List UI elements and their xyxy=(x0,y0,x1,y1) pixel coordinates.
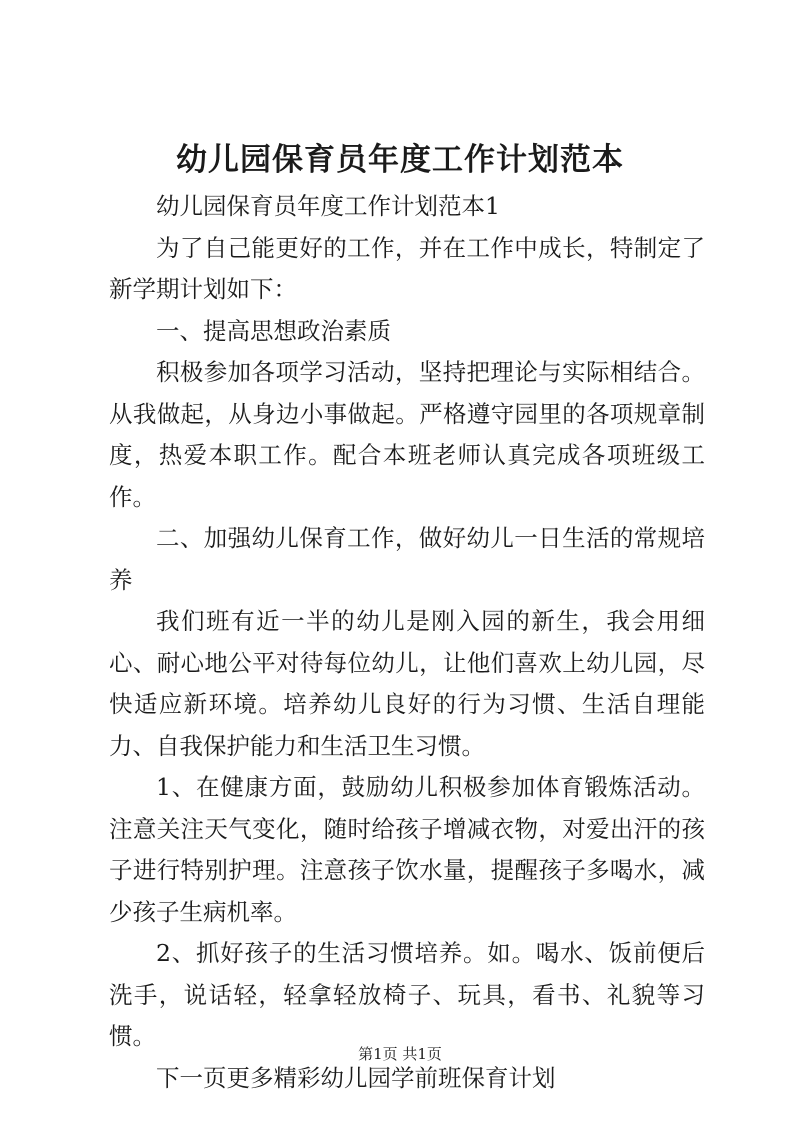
paragraph-section-2: 我们班有近一半的幼儿是刚入园的新生，我会用细心、耐心地公平对待每位幼儿，让他们喜欢上幼儿园，尽快适应新环境。培养幼儿良好的行为习惯、生活自理能力、自我保护能力和生活卫生习惯。 xyxy=(109,607,705,760)
paragraph-intro: 为了自己能更好的工作，并在工作中成长，特制定了新学期计划如下： xyxy=(109,233,705,303)
paragraph-subtitle: 幼儿园保育员年度工作计划范本1 xyxy=(156,192,500,220)
paragraph-item-2: 2、抓好孩子的生活习惯培养。如。喝水、饭前便后洗手，说话轻，轻拿轻放椅子、玩具，看书、礼貌等习惯。 xyxy=(109,939,705,1050)
section-heading-1: 一、提高思想政治素质 xyxy=(156,316,391,345)
page-footer: 第1页 共1页 xyxy=(358,1045,442,1063)
section-heading-2: 二、加强幼儿保育工作，做好幼儿一日生活的常规培养 xyxy=(109,524,705,594)
paragraph-section-1: 积极参加各项学习活动，坚持把理论与实际相结合。从我做起，从身边小事做起。严格遵守园里的各项规章制度，热爱本职工作。配合本班老师认真完成各项班级工作。 xyxy=(109,358,705,511)
next-page-link[interactable]: 下一页更多精彩幼儿园学前班保育计划 xyxy=(156,1063,556,1092)
document-body xyxy=(109,186,705,1099)
paragraph-item-1: 1、在健康方面，鼓励幼儿积极参加体育锻炼活动。注意关注天气变化，随时给孩子增减衣物，对爱出汗的孩子进行特别护理。注意孩子饮水量，提醒孩子多喝水，减少孩子生病机率。 xyxy=(109,773,705,926)
document-title: 幼儿园保育员年度工作计划范本 xyxy=(176,142,624,178)
